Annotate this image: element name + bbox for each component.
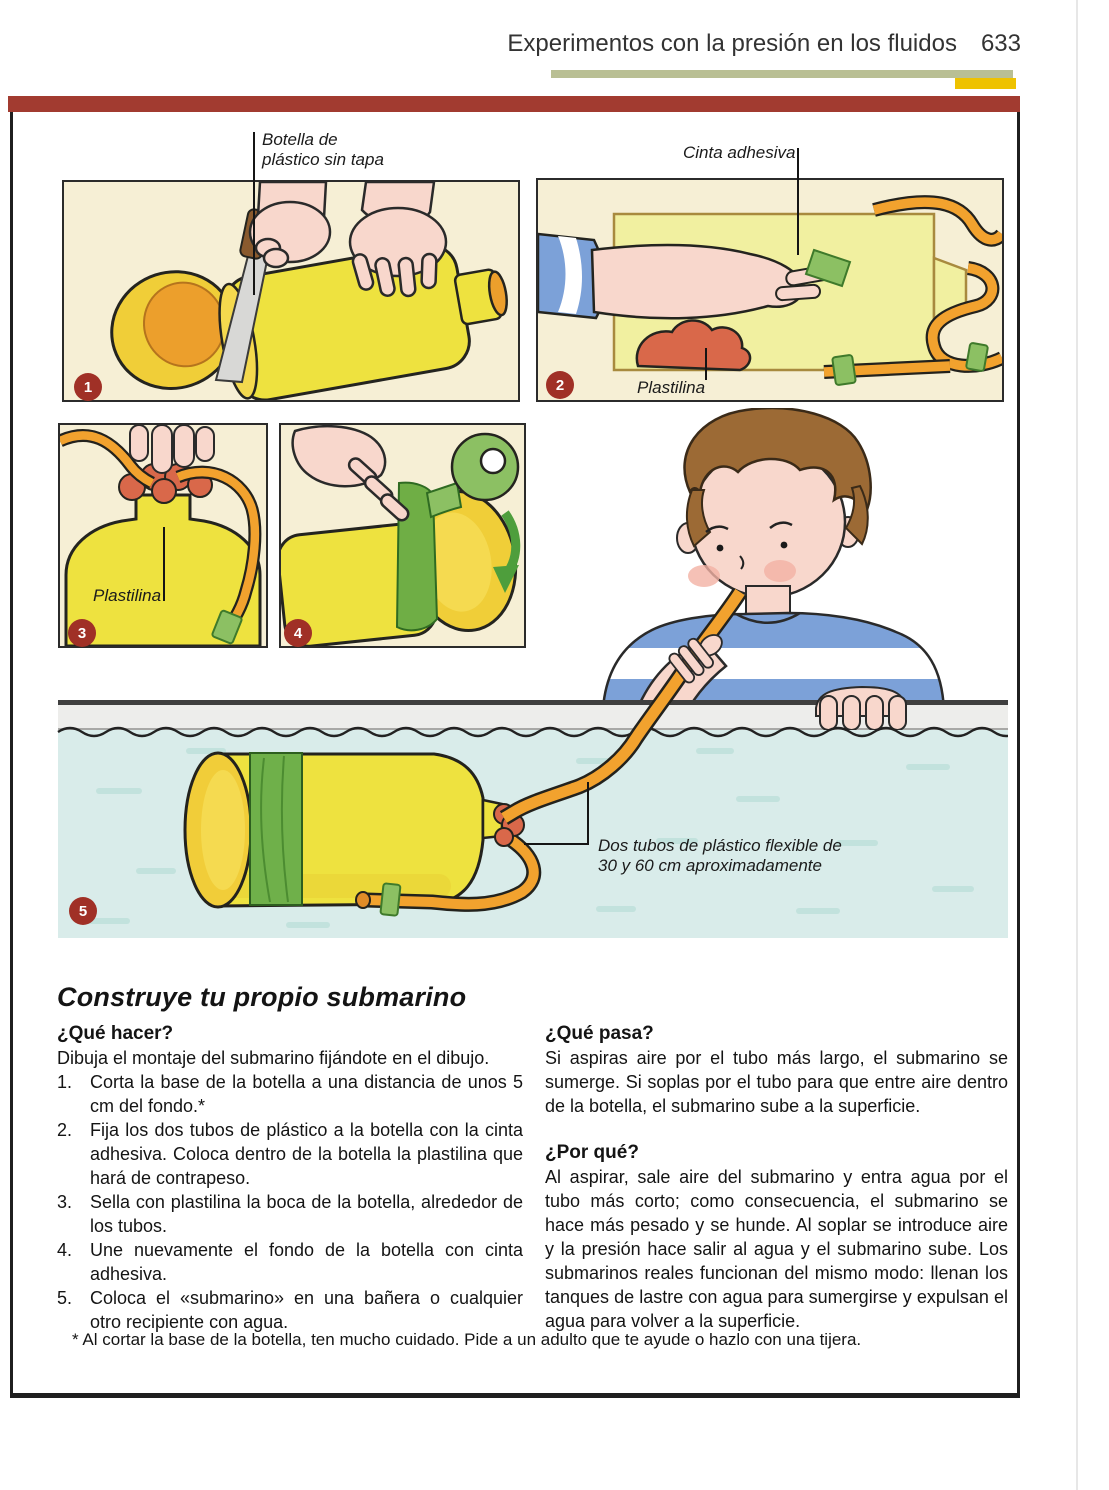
page-number: 633 — [980, 30, 1021, 57]
label-plasticine-3: Plastilina — [93, 586, 162, 605]
what-to-do-intro: Dibuja el montaje del submarino fijándote en el dibujo. — [57, 1048, 490, 1068]
figure-panel-1 — [62, 180, 520, 402]
step-item: 2. Fija los dos tubos de plástico a la botella con la cinta adhesiva. Coloca dentro de la botella la plastilina que hará de contrapeso. — [57, 1120, 523, 1188]
what-happens-body: Si aspiras aire por el tubo más largo, el submarino se sumerge. Si soplas por el tubo para que entre aire dentro de la botella, el submarino sube a la superficie. — [545, 1048, 1008, 1116]
boy-and-submarine-scene — [36, 408, 1008, 948]
leader-line — [163, 527, 165, 601]
article-title: Construye tu propio submarino — [57, 982, 467, 1012]
page-scan-edge — [1076, 0, 1078, 1490]
safety-footnote: * Al cortar la base de la botella, ten mucho cuidado. Pide a un adulto que te ayude o hazlo con una tijera. — [72, 1330, 862, 1349]
leader-line — [797, 148, 799, 255]
tubes-taping-illustration — [538, 180, 1002, 400]
leader-line — [587, 782, 589, 845]
section-red-bar — [8, 96, 1020, 112]
step-item: 4. Une nuevamente el fondo de la botella con cinta adhesiva. — [57, 1240, 523, 1284]
step-item: 3. Sella con plastilina la boca de la botella, alrededor de los tubos. — [57, 1192, 523, 1236]
figure-panel-2 — [536, 178, 1004, 402]
step-item: 1. Corta la base de la botella a una distancia de unos 5 cm del fondo.* — [57, 1072, 523, 1116]
cut-bottle-illustration — [64, 182, 518, 400]
chapter-title: Experimentos con la presión en los fluidos — [507, 30, 957, 57]
step-badge-1: 1 — [74, 373, 102, 401]
step-badge-3: 3 — [68, 619, 96, 647]
label-plasticine-2: Plastilina — [637, 378, 706, 397]
step-badge-4: 4 — [284, 619, 312, 647]
leader-line — [253, 132, 255, 295]
why-body: Al aspirar, sale aire del submarino y entra agua por el tubo más corto; como consecuencia, el submarino se hace más pesado y se hunde. Al soplar se introduce aire y la presión hace salir al agua y el submarino sube. Los submarinos reales funcionan del mismo modo: llenan los tanques de lastre con agua para sumergirse y expulsan el agua para volver a la superficie. — [545, 1167, 1008, 1331]
tape-band — [250, 753, 302, 905]
leader-line — [705, 348, 707, 380]
header-rule-yellow — [955, 78, 1016, 89]
explanation-column — [545, 1022, 1008, 1356]
page-header — [507, 30, 1021, 58]
step-item: 5. Coloca el «submarino» en una bañera o cualquier otro recipiente con agua. — [57, 1288, 523, 1332]
label-bottle: Botella de plástico sin tapa — [262, 130, 384, 169]
tape-piece — [380, 883, 400, 916]
tape-piece — [832, 355, 856, 386]
why-section — [545, 1141, 1008, 1333]
hand-holding-knife — [250, 182, 330, 267]
step-badge-2: 2 — [546, 371, 574, 399]
what-happens-heading: ¿Qué pasa? — [545, 1023, 654, 1044]
what-to-do-heading: ¿Qué hacer? — [57, 1023, 174, 1044]
what-happens-section — [545, 1022, 1008, 1118]
header-rule-green — [551, 70, 1013, 78]
label-tubes: Dos tubos de plástico flexible de 30 y 60 cm aproximadamente — [598, 836, 842, 875]
step-badge-5: 5 — [69, 897, 97, 925]
why-heading: ¿Por qué? — [545, 1142, 639, 1163]
what-to-do-column — [57, 1022, 523, 1334]
label-tape: Cinta adhesiva — [683, 143, 796, 162]
tape-piece — [966, 343, 988, 372]
leader-line — [524, 843, 589, 845]
